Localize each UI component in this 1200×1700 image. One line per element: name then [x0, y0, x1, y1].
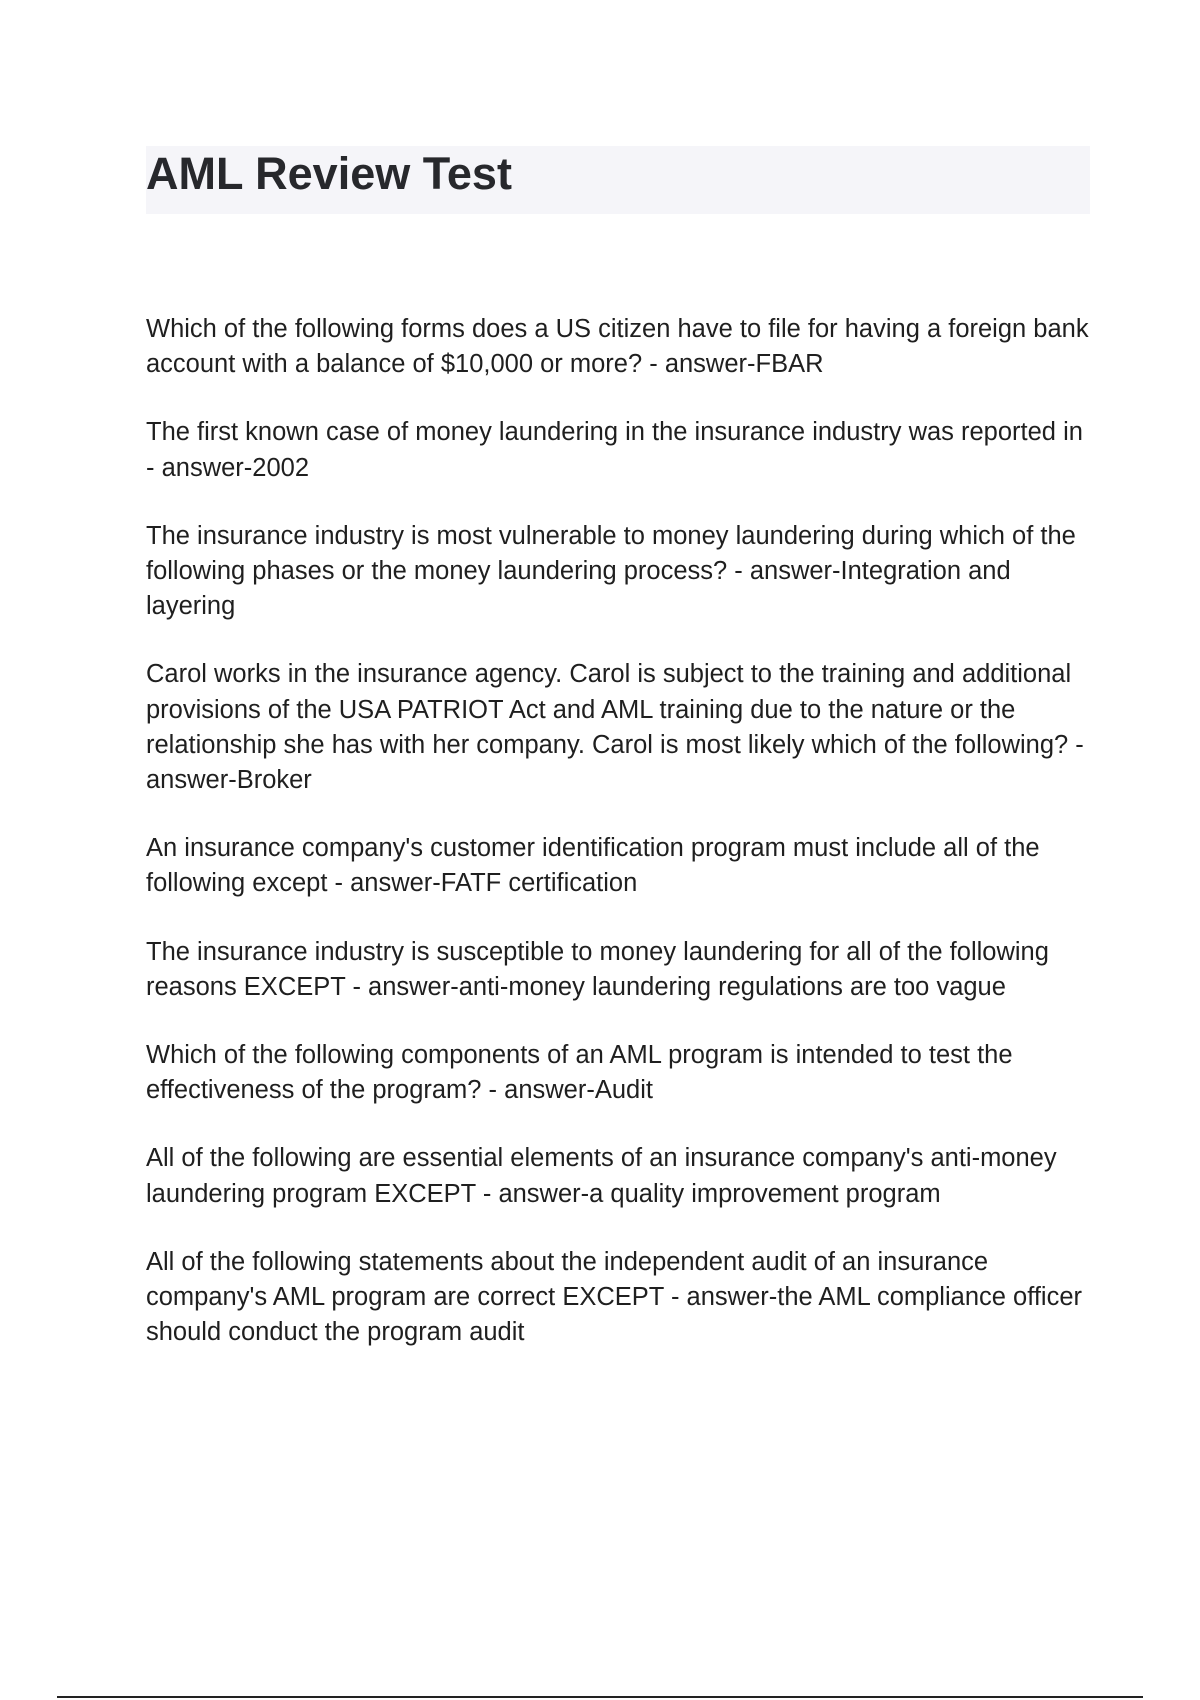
question-item: The insurance industry is susceptible to money laundering for all of the following reasons EXCEPT - answer-anti-money laundering regulations are too vague — [146, 937, 1049, 1001]
page-title: AML Review Test — [146, 148, 512, 199]
question-item: An insurance company's customer identification program must include all of the following except - answer-FATF certification — [146, 834, 1040, 898]
footer-divider — [57, 1696, 1143, 1698]
question-item: Which of the following forms does a US citizen have to file for having a foreign bank account with a balance of $10,000 or more? - answer-FBAR — [146, 315, 1089, 379]
question-item: The first known case of money laundering in the insurance industry was reported in - answer-2002 — [146, 418, 1083, 482]
question-item: All of the following are essential elements of an insurance company's anti-money laundering program EXCEPT - answer-a quality improvement program — [146, 1144, 1057, 1208]
question-item: All of the following statements about the independent audit of an insurance company's AML program are correct EXCEPT - answer-the AML compliance officer should conduct the program audit — [146, 1247, 1082, 1347]
question-item: Which of the following components of an AML program is intended to test the effectiveness of the program? - answer-Audit — [146, 1041, 1013, 1105]
question-item: Carol works in the insurance agency. Carol is subject to the training and additional provisions of the USA PATRIOT Act and AML training due to the nature or the relationship she has with her company. Carol is most likely which of the following? - answer-Broker — [146, 660, 1084, 795]
question-list — [146, 312, 1090, 1383]
question-item: The insurance industry is most vulnerable to money laundering during which of the following phases or the money laundering process? - answer-Integration and layering — [146, 521, 1076, 621]
